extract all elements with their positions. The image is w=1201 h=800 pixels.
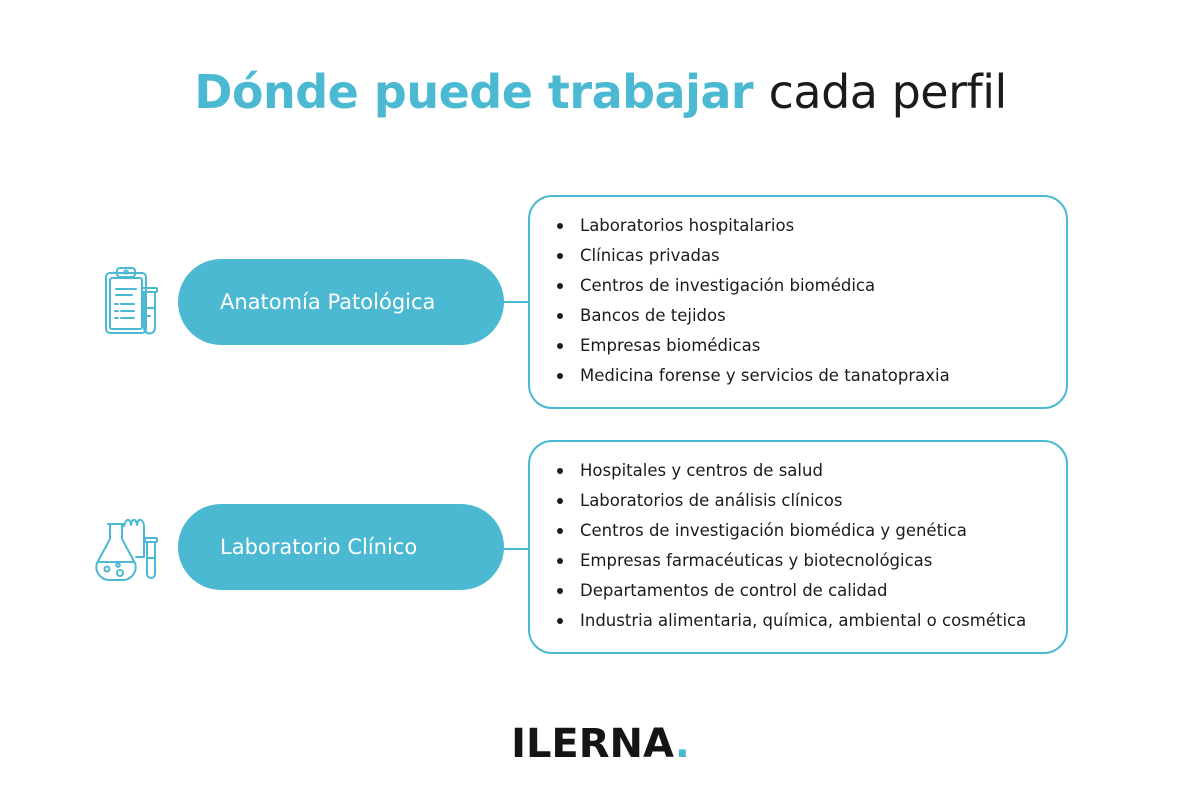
flask-test-tube-icon [90,512,162,582]
logo-dot: . [674,721,690,767]
list-item: Centros de investigación biomédica [530,271,1066,301]
list-item: Departamentos de control de calidad [530,576,1066,606]
list-item: Centros de investigación biomédica y genética [530,516,1066,546]
workplaces-list [530,197,1066,391]
clipboard-test-tube-icon [100,264,162,338]
list-item: Empresas farmacéuticas y biotecnológicas [530,546,1066,576]
list-item: Medicina forense y servicios de tanatopraxia [530,361,1066,391]
title-accent: Dónde puede trabajar [194,65,754,119]
page-title [0,62,1201,122]
workplaces-box-laboratorio [528,440,1068,654]
connector-line [504,548,529,550]
list-item: Bancos de tejidos [530,301,1066,331]
ilerna-logo [0,722,1201,766]
profile-pill-anatomia [178,259,504,345]
list-item: Clínicas privadas [530,241,1066,271]
logo-text: ILERNA [511,721,675,767]
connector-line [504,301,529,303]
profile-label: Laboratorio Clínico [220,535,418,559]
list-item: Empresas biomédicas [530,331,1066,361]
workplaces-box-anatomia [528,195,1068,409]
title-plain: cada perfil [768,65,1007,119]
list-item: Laboratorios de análisis clínicos [530,486,1066,516]
list-item: Laboratorios hospitalarios [530,211,1066,241]
workplaces-list [530,442,1066,636]
profile-label: Anatomía Patológica [220,290,436,314]
profile-pill-laboratorio [178,504,504,590]
list-item: Industria alimentaria, química, ambiental o cosmética [530,606,1066,636]
list-item: Hospitales y centros de salud [530,456,1066,486]
